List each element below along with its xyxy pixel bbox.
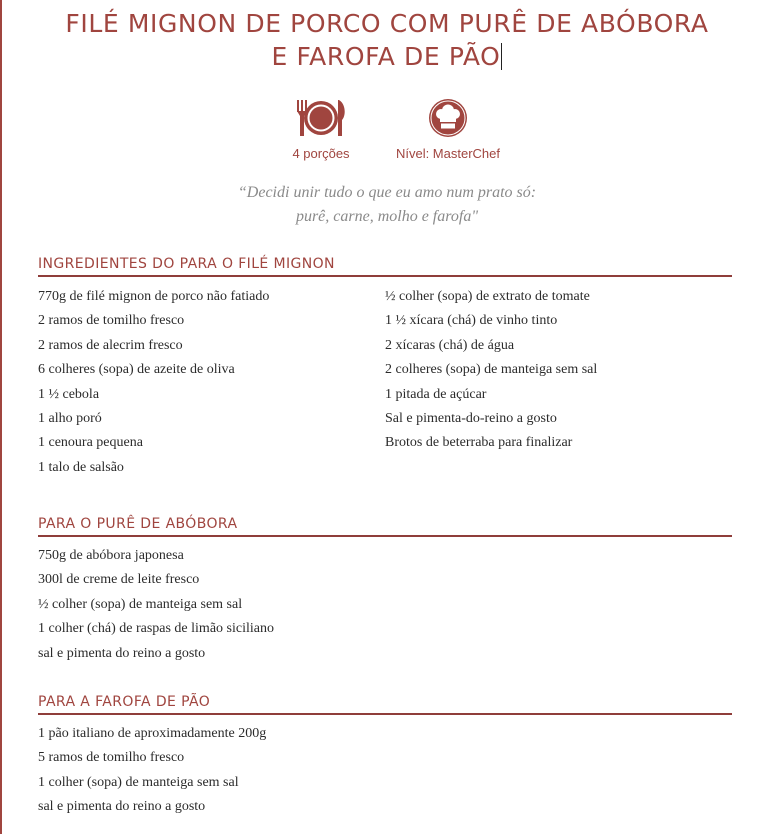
left-border-rule [0, 0, 2, 834]
recipe-title-line-2[interactable] [0, 39, 774, 75]
section-title-farofa-pao: PARA A FAROFA DE PÃO [38, 694, 211, 710]
portions-info [278, 98, 364, 161]
recipe-title-line-1: FILÉ MIGNON DE PORCO COM PURÊ DE ABÓBORA [65, 9, 709, 38]
list-item: 1 ½ cebola [38, 386, 100, 402]
section-title-pure-abobora: PARA O PURÊ DE ABÓBORA [38, 516, 238, 532]
list-item: 6 colheres (sopa) de azeite de oliva [38, 362, 235, 378]
ingredients-list-farofa-pao [38, 722, 266, 820]
level-label: Nível: MasterChef [395, 146, 501, 161]
portions-label: 4 porções [292, 146, 350, 161]
list-item: 2 colheres (sopa) de manteiga sem sal [385, 362, 598, 378]
list-item: 2 xícaras (chá) de água [385, 337, 515, 353]
list-item: 770g de filé mignon de porco não fatiado [38, 289, 270, 304]
ingredients-list-file-mignon-col-1 [38, 285, 269, 480]
list-item: 1 ½ xícara (chá) de vinho tinto [385, 313, 558, 329]
chef-hat-icon [428, 98, 468, 138]
section-divider [38, 713, 732, 715]
list-item: 1 pitada de açúcar [385, 386, 487, 402]
text-cursor [501, 43, 502, 70]
list-item: 1 colher (chá) de raspas de limão siciliano [38, 621, 274, 637]
list-item: ½ colher (sopa) de extrato de tomate [385, 289, 590, 304]
ingredients-list-file-mignon-col-2 [385, 285, 597, 456]
section-divider [38, 275, 732, 277]
section-divider [38, 535, 732, 537]
list-item: sal e pimenta do reino a gosto [38, 799, 206, 815]
quote-line-1: “Decidi unir tudo o que eu amo num prato só: [237, 184, 537, 201]
quote-line-2: purê, carne, molho e farofa" [295, 208, 479, 225]
ingredients-list-pure-abobora [38, 544, 274, 666]
level-info [392, 98, 504, 161]
list-item: sal e pimenta do reino a gosto [38, 645, 206, 661]
list-item: 5 ramos de tomilho fresco [38, 750, 185, 766]
recipe-title-line-2-text: E FAROFA DE PÃO [271, 42, 501, 71]
list-item: 750g de abóbora japonesa [38, 548, 184, 563]
section-title-file-mignon: INGREDIENTES DO PARA O FILÉ MIGNON [38, 256, 335, 272]
list-item: 1 colher (sopa) de manteiga sem sal [38, 774, 239, 790]
list-item: 2 ramos de alecrim fresco [38, 337, 183, 353]
list-item: 2 ramos de tomilho fresco [38, 313, 185, 329]
list-item: Brotos de beterraba para finalizar [385, 435, 573, 451]
list-item: ½ colher (sopa) de manteiga sem sal [38, 596, 243, 612]
plate-cutlery-icon [291, 98, 351, 138]
list-item: 1 cenoura pequena [38, 435, 143, 451]
list-item: 1 talo de salsão [38, 459, 124, 475]
list-item: 1 pão italiano de aproximadamente 200g [38, 726, 267, 741]
list-item: 1 alho poró [38, 410, 102, 426]
list-item: Sal e pimenta-do-reino a gosto [385, 410, 557, 426]
list-item: 300l de creme de leite fresco [38, 572, 200, 588]
